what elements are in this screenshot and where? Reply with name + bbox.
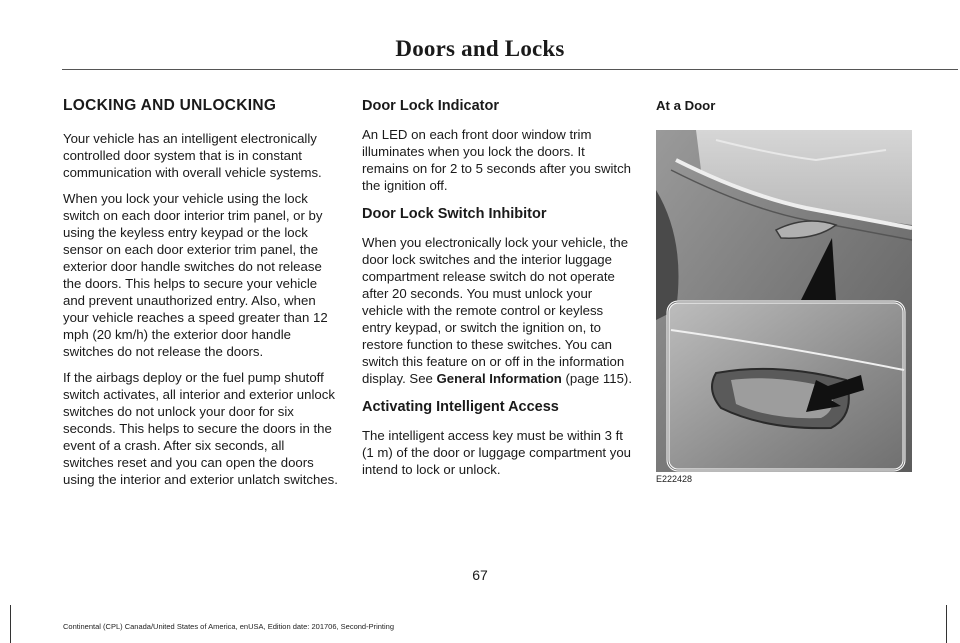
heading-door-lock-indicator: Door Lock Indicator: [362, 98, 499, 114]
header-rule: [62, 69, 958, 70]
inhibitor-text: When you electronically lock your vehicle, the door lock switches and the interior luggage compartment release switch do not operate after 20 seconds. You must unlock your vehicle with the remote control or keyless entry keypad, or switch the ignition on, to restore function to these switches. You can switch this feature on or off in the information display. See: [362, 235, 629, 386]
paragraph-door-lock-indicator: An LED on each front door window trim illuminates when you lock the doors. It remains on for 2 to 5 seconds after you switch the ignition off.: [362, 127, 632, 193]
cross-reference-page: (page 115).: [561, 371, 632, 386]
cross-reference-link[interactable]: General Information: [436, 371, 562, 386]
crop-mark-right: [946, 605, 947, 643]
paragraph-intro: Your vehicle has an intelligent electronically controlled door system that is in constant communication with overall vehicle systems.: [63, 131, 322, 180]
column-door-lock: [362, 96, 633, 487]
page-header-title: Doors and Locks: [395, 36, 565, 61]
paragraph-lock-switch: When you lock your vehicle using the lock switch on each door interior trim panel, or by using the keyless entry keypad or the lock sensor on each door exterior trim panel, the exterior door handle switches do not release the doors. This helps to secure your vehicle and prevent unauthorized entry. Also, when your vehicle reaches a speed greater than 12 mph (20 km/h) the exterior door handle switches do not release the doors.: [63, 191, 328, 359]
heading-activating-intelligent-access: Activating Intelligent Access: [362, 399, 559, 415]
edition-footer: Continental (CPL) Canada/United States of America, enUSA, Edition date: 201706, Second-Printing: [63, 622, 395, 631]
page-number: 67: [472, 567, 488, 583]
column-at-a-door: [656, 96, 916, 116]
paragraph-airbags: If the airbags deploy or the fuel pump shutoff switch activates, all interior and exterior unlock switches do not unlock your door for six seconds. This helps to secure the doors in the event of a crash. After six seconds, all switches reset and you can open the doors using the interior and exterior unlatch switches.: [63, 370, 338, 487]
door-handle-illustration: [656, 130, 912, 472]
paragraph-activating-intelligent-access: The intelligent access key must be within 3 ft (1 m) of the door or luggage compartment you intend to lock or unlock.: [362, 428, 632, 477]
figure-code: E222428: [656, 474, 693, 484]
figure-label: At a Door: [656, 98, 716, 113]
section-heading-locking-unlocking: LOCKING AND UNLOCKING: [63, 97, 277, 114]
heading-door-lock-switch-inhibitor: Door Lock Switch Inhibitor: [362, 206, 547, 222]
column-locking-unlocking: [63, 96, 338, 497]
crop-mark-left: [10, 605, 11, 643]
paragraph-door-lock-switch-inhibitor: [362, 234, 633, 387]
